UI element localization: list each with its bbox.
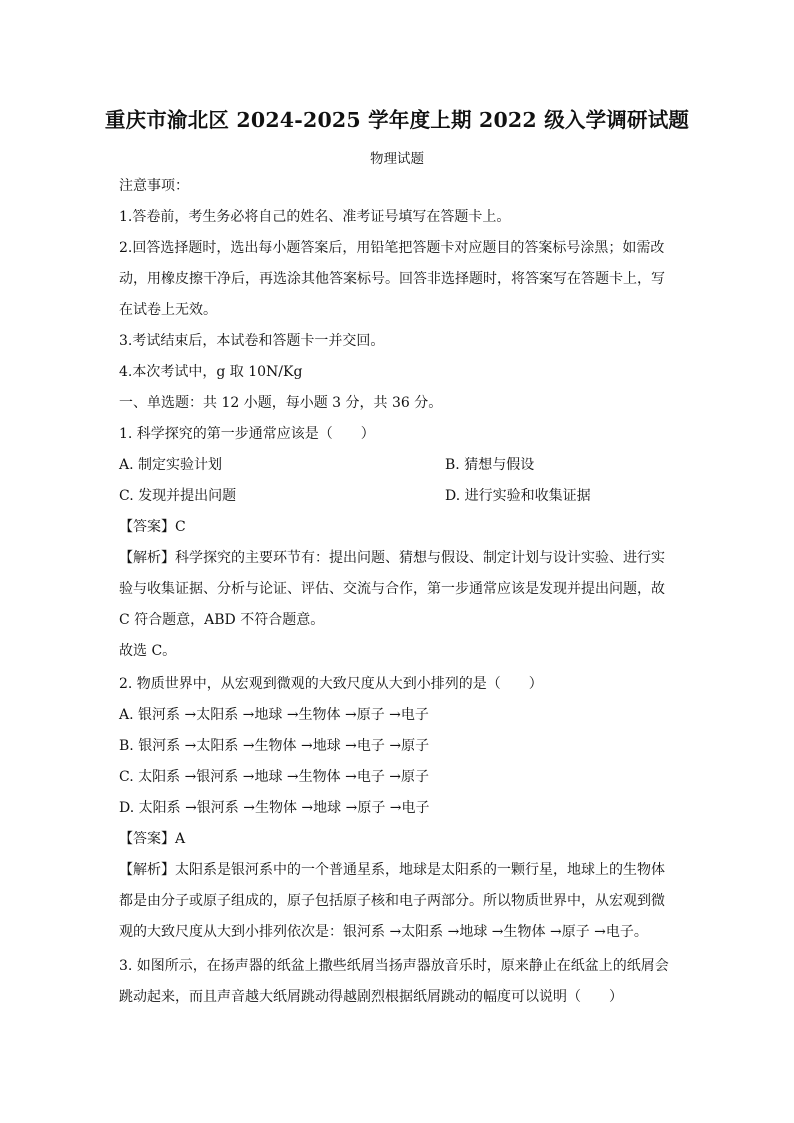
question-2-stem: 2. 物质世界中，从宏观到微观的大致尺度从大到小排列的是（ ） (119, 676, 543, 692)
question-3-stem: 跳动起来，而且声音越大纸屑跳动得越剧烈根据纸屑跳动的幅度可以说明（ ） (119, 989, 623, 1005)
question-2-analysis: 【解析】太阳系是银河系中的一个普通星系，地球是太阳系的一颗行星，地球上的生物体 (119, 862, 665, 878)
question-1-option-a: A. 制定实验计划 (119, 457, 223, 473)
notice-item: 在试卷上无效。 (119, 302, 217, 318)
question-2-option-d: D. 太阳系 →银河系 →生物体 →地球 →原子 →电子 (119, 800, 430, 816)
question-2-option-c: C. 太阳系 →银河系 →地球 →生物体 →电子 →原子 (119, 769, 430, 785)
notice-heading: 注意事项： (119, 178, 189, 194)
question-2-analysis: 观的大致尺度从大到小排列依次是：银河系 →太阳系 →地球 →生物体 →原子 →电子。 (119, 924, 648, 940)
exam-subtitle: 物理试题 (370, 151, 424, 167)
question-2-option-b: B. 银河系 →太阳系 →生物体 →地球 →电子 →原子 (119, 738, 430, 754)
notice-item: 动，用橡皮擦干净后，再选涂其他答案标号。回答非选择题时，将答案写在答题卡上，写 (119, 271, 665, 287)
question-1-conclusion: 故选 C。 (119, 643, 177, 659)
section-heading: 一、单选题：共 12 小题，每小题 3 分，共 36 分。 (119, 395, 443, 411)
question-1-answer: 【答案】C (119, 519, 186, 535)
notice-item: 4.本次考试中，g 取 10N/Kg (119, 364, 303, 380)
question-1-option-b: B. 猜想与假设 (445, 457, 535, 473)
question-3-stem: 3. 如图所示，在扬声器的纸盆上撒些纸屑当扬声器放音乐时，原来静止在纸盆上的纸屑会 (119, 958, 669, 974)
notice-item: 2.回答选择题时，选出每小题答案后，用铅笔把答题卡对应题目的答案标号涂黑；如需改 (119, 240, 665, 256)
question-1-option-d: D. 进行实验和收集证据 (445, 488, 591, 504)
question-1-option-c: C. 发现并提出问题 (119, 488, 237, 504)
question-2-analysis: 都是由分子或原子组成的，原子包括原子核和电子两部分。所以物质世界中，从宏观到微 (119, 893, 665, 909)
notice-item: 3.考试结束后，本试卷和答题卡一并交回。 (119, 333, 385, 349)
question-1-stem: 1. 科学探究的第一步通常应该是（ ） (119, 426, 375, 442)
notice-item: 1.答卷前，考生务必将自己的姓名、准考证号填写在答题卡上。 (119, 209, 511, 225)
exam-title: 重庆市渝北区 2024-2025 学年度上期 2022 级入学调研试题 (104, 108, 690, 132)
question-1-analysis: 验与收集证据、分析与论证、评估、交流与合作，第一步通常应该是发现并提出问题，故 (119, 581, 665, 597)
question-2-option-a: A. 银河系 →太阳系 →地球 →生物体 →原子 →电子 (119, 707, 429, 723)
question-1-analysis: 【解析】科学探究的主要环节有：提出问题、猜想与假设、制定计划与设计实验、进行实 (119, 550, 665, 566)
question-2-answer: 【答案】A (119, 831, 186, 847)
question-1-analysis: C 符合题意，ABD 不符合题意。 (119, 612, 325, 628)
